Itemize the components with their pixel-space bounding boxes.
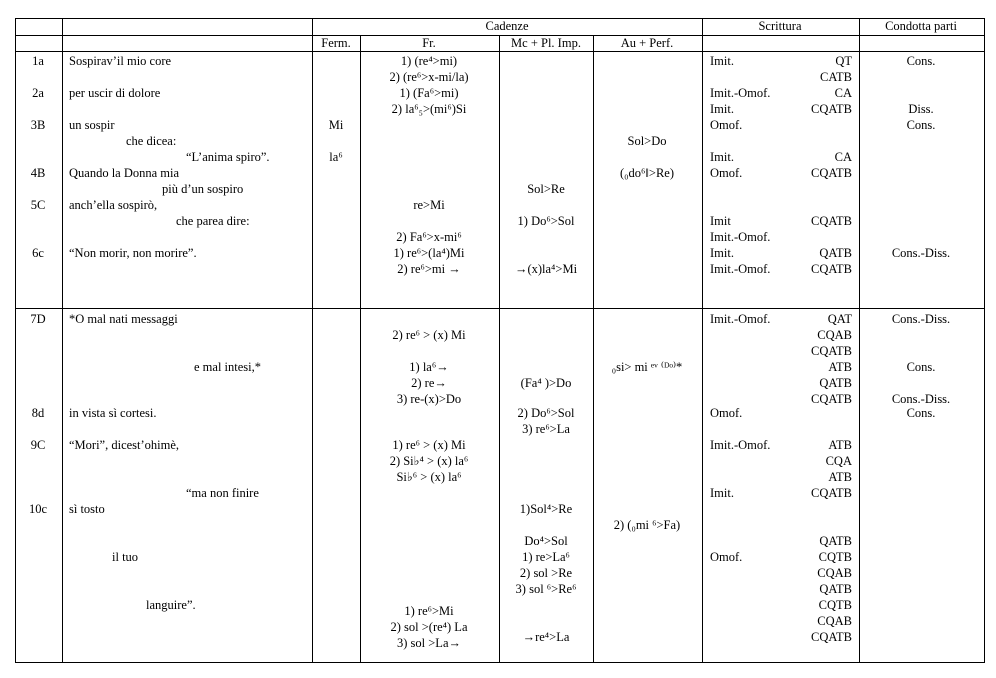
mc-cadence: →re⁴>La <box>522 630 570 644</box>
column-border <box>15 18 16 663</box>
scrittura-type: Omof. <box>710 166 743 180</box>
scrittura-voices: CA <box>834 150 852 164</box>
verse-text: *O mal nati messaggi <box>69 312 178 326</box>
scrittura-voices: CQAB <box>817 614 852 628</box>
column-border <box>312 18 313 663</box>
mc-cadence: 3) sol ⁶>Re⁶ <box>515 582 577 596</box>
fr-cadence: 2) sol >(re⁴) La <box>390 620 468 634</box>
scrittura-type: Omof. <box>710 118 743 132</box>
fr-cadence: 2) Fa⁶>x-mi⁶ <box>396 230 462 244</box>
header-rule-1 <box>15 35 985 36</box>
scrittura-voices: CQATB <box>811 102 852 116</box>
scrittura-voices: QATB <box>819 582 852 596</box>
condotta-parti: Cons. <box>906 406 936 420</box>
scrittura-voices: CQATB <box>811 262 852 276</box>
table-border-bottom <box>15 662 985 663</box>
mc-cadence: 3) re⁶>La <box>522 422 570 436</box>
scrittura-voices: CQATB <box>811 392 852 406</box>
fr-cadence: 2) re⁶>mi → <box>397 262 461 276</box>
au-cadence: ₀si> mi ᵉᵛ ⁽ᴰᵒ⁾* <box>611 360 683 374</box>
scrittura-type: Imit. <box>710 54 734 68</box>
verse-text: e mal intesi,* <box>194 360 261 374</box>
header-mc-pl-imp: Mc + Pl. Imp. <box>511 36 581 50</box>
scrittura-type: Imit.-Omof. <box>710 312 771 326</box>
condotta-parti: Cons.-Diss. <box>891 312 951 326</box>
fr-cadence: 3) re-(x)>Do <box>396 392 462 406</box>
verse-number: 7D <box>30 312 46 326</box>
scrittura-voices: QT <box>835 54 852 68</box>
scrittura-voices: CQATB <box>811 344 852 358</box>
fr-cadence: 1) re⁶>(la⁴)Mi <box>393 246 465 260</box>
ferm-cadence: Mi <box>328 118 344 132</box>
verse-text: languire”. <box>146 598 196 612</box>
scrittura-type: Imit.-Omof. <box>710 262 771 276</box>
mc-cadence: 2) sol >Re <box>519 566 573 580</box>
scrittura-voices: CQAB <box>817 566 852 580</box>
section-divider <box>15 308 985 309</box>
subcolumn-border <box>593 35 594 663</box>
column-border <box>984 18 985 663</box>
column-border <box>702 18 703 663</box>
fr-cadence: 1) (re⁴>mi) <box>400 54 458 68</box>
mc-cadence: 1)Sol⁴>Re <box>519 502 573 516</box>
verse-number: 6c <box>32 246 44 260</box>
scrittura-voices: QATB <box>819 534 852 548</box>
column-border <box>62 18 63 663</box>
verse-number: 5C <box>30 198 46 212</box>
mc-cadence: Do⁴>Sol <box>524 534 568 548</box>
scrittura-type: Omof. <box>710 550 743 564</box>
fr-cadence: 2) la⁶₅>(mi⁶)Si <box>391 102 467 116</box>
verse-text: “Mori”, dicest’ohimè, <box>69 438 180 452</box>
scrittura-voices: ATB <box>828 470 852 484</box>
verse-text: “L’anima spiro”. <box>186 150 270 164</box>
fr-cadence: 1) la⁶→ <box>409 360 449 374</box>
verse-text: che parea dire: <box>176 214 250 228</box>
scrittura-type: Imit.-Omof. <box>710 86 771 100</box>
scrittura-voices: CQATB <box>811 214 852 228</box>
verse-number: 8d <box>31 406 45 420</box>
scrittura-type: Imit.-Omof. <box>710 438 771 452</box>
verse-text: Quando la Donna mia <box>69 166 180 180</box>
scrittura-voices: CQATB <box>811 630 852 644</box>
verse-text: sì tosto <box>69 502 105 516</box>
au-cadence: (₀do⁶‖>Re) <box>620 166 674 180</box>
verse-text: che dicea: <box>126 134 177 148</box>
fr-cadence: 1) re⁶ > (x) Mi <box>392 438 466 452</box>
fr-cadence: 1) re⁶>Mi <box>404 604 454 618</box>
scrittura-type: Imit. <box>710 246 734 260</box>
header-rule-2 <box>15 51 985 52</box>
fr-cadence: 2) re⁶ > (x) Mi <box>392 328 466 342</box>
scrittura-type: Imit <box>710 214 731 228</box>
condotta-parti: Diss. <box>908 102 934 116</box>
fr-cadence: 2) (re⁶>x-mi/la) <box>389 70 469 84</box>
scrittura-voices: ATB <box>828 438 852 452</box>
condotta-parti: Cons. <box>906 360 936 374</box>
mc-cadence: →(x)la⁴>Mi <box>514 262 578 276</box>
verse-text: anch’ella sospirò, <box>69 198 158 212</box>
scrittura-voices: CQTB <box>818 550 852 564</box>
mc-cadence: Sol>Re <box>527 182 565 196</box>
scrittura-voices: CQATB <box>811 166 852 180</box>
au-cadence: 2) (₀mi ⁶>Fa) <box>613 518 681 532</box>
mc-cadence: 1) re>La⁶ <box>522 550 570 564</box>
verse-text: Sospirav’il mio core <box>69 54 172 68</box>
scrittura-voices: CATB <box>820 70 852 84</box>
condotta-parti: Cons. <box>906 54 936 68</box>
verse-text: per uscir di dolore <box>69 86 161 100</box>
verse-text: più d’un sospiro <box>162 182 244 196</box>
verse-number: 2a <box>32 86 44 100</box>
scrittura-voices: CQA <box>825 454 852 468</box>
ferm-cadence: la⁶ <box>329 150 343 164</box>
scrittura-type: Imit. <box>710 102 734 116</box>
header-condotta: Condotta parti <box>885 19 957 33</box>
scrittura-voices: QATB <box>819 246 852 260</box>
fr-cadence: 3) sol >La→ <box>397 636 461 650</box>
scrittura-type: Imit.-Omof. <box>710 230 771 244</box>
column-border <box>859 18 860 663</box>
scrittura-voices: CQAB <box>817 328 852 342</box>
scrittura-type: Omof. <box>710 406 743 420</box>
verse-number: 9C <box>30 438 46 452</box>
scrittura-voices: QAT <box>827 312 852 326</box>
header-au-perf: Au + Perf. <box>620 36 674 50</box>
scrittura-voices: CA <box>834 86 852 100</box>
header-ferm: Ferm. <box>321 36 351 50</box>
scrittura-type: Imit. <box>710 150 734 164</box>
subcolumn-border <box>360 35 361 663</box>
mc-cadence: (Fa⁴ )>Do <box>520 376 572 390</box>
verse-number: 4B <box>30 166 46 180</box>
verse-number: 10c <box>28 502 48 516</box>
condotta-parti: Cons.-Diss. <box>891 246 951 260</box>
header-fr: Fr. <box>422 36 436 50</box>
verse-text: “Non morir, non morire”. <box>69 246 197 260</box>
verse-number: 3B <box>30 118 46 132</box>
header-scrittura: Scrittura <box>758 19 802 33</box>
scrittura-type: Imit. <box>710 486 734 500</box>
condotta-parti: Cons. <box>906 118 936 132</box>
fr-cadence: 2) Si♭⁴ > (x) la⁶ <box>389 454 469 468</box>
fr-cadence: re>Mi <box>413 198 445 212</box>
fr-cadence: 1) (Fa⁶>mi) <box>399 86 459 100</box>
fr-cadence: Si♭⁶ > (x) la⁶ <box>396 470 462 484</box>
header-cadenze: Cadenze <box>485 19 529 33</box>
verse-text: il tuo <box>112 550 139 564</box>
verse-text: un sospir <box>69 118 115 132</box>
condotta-parti: Cons.-Diss. <box>891 392 951 406</box>
scrittura-voices: CQATB <box>811 486 852 500</box>
mc-cadence: 2) Do⁶>Sol <box>517 406 575 420</box>
subcolumn-border <box>499 35 500 663</box>
scrittura-voices: QATB <box>819 376 852 390</box>
verse-text: “ma non finire <box>186 486 259 500</box>
fr-cadence: 2) re→ <box>411 376 447 390</box>
scrittura-voices: ATB <box>828 360 852 374</box>
verse-text: in vista sì cortesi. <box>69 406 157 420</box>
verse-number: 1a <box>32 54 44 68</box>
mc-cadence: 1) Do⁶>Sol <box>517 214 575 228</box>
scrittura-voices: CQTB <box>818 598 852 612</box>
au-cadence: Sol>Do <box>627 134 667 148</box>
